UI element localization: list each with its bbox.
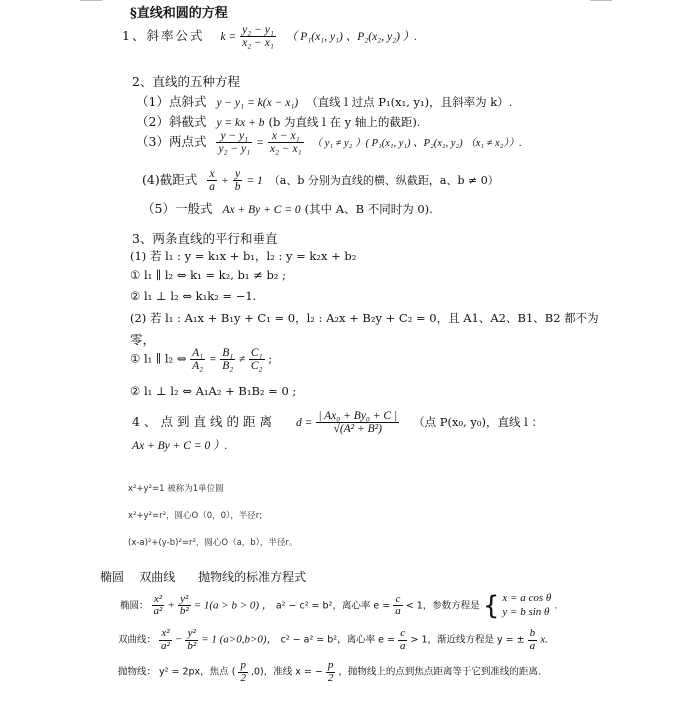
case1-perpendicular: ② l₁ ⊥ l₂ ⇔ k₁k₂ = −1. bbox=[130, 289, 257, 303]
hyperbola-ecc-den: a bbox=[399, 639, 406, 652]
parabola-label: 抛物线： bbox=[118, 666, 157, 678]
page-title: §直线和圆的方程 bbox=[130, 6, 228, 21]
case2-frac-c bbox=[249, 347, 265, 372]
distance-line-eq: Ax + By + C = 0 ）. bbox=[132, 440, 228, 452]
top-right-mark bbox=[590, 0, 612, 1]
parabola-eq: y² = 2px，焦点 ( bbox=[159, 666, 236, 678]
two-point-frac-y-num: y − y₁ bbox=[216, 130, 252, 143]
case2-condition: (2) 若 l₁ : A₁x + B₁y + C₁ = 0，l₂ : A₂x + B₂y + C₂ = 0，且 A1、A2、B1、B2 都不为 bbox=[130, 311, 599, 325]
ellipse-ecc-cond: < 1，参数方程是 bbox=[405, 600, 480, 612]
case2-ne-sign: ≠ bbox=[238, 353, 246, 366]
parallel-perp-heading: 3、两条直线的平行和垂直 bbox=[132, 231, 278, 246]
case2-frac-b-num: B₁ bbox=[222, 347, 234, 359]
hyperbola-cond: = 1 (a>0,b>0)， bbox=[201, 633, 278, 646]
ellipse-ecc-den: a bbox=[395, 605, 401, 618]
ellipse-row bbox=[120, 592, 557, 620]
hyperbola-ecc-num: c bbox=[398, 628, 408, 641]
case2-frac-c-den: C₂ bbox=[250, 360, 263, 373]
parabola-end: ，抛物线上的点到焦点距离等于它到准线的距离. bbox=[338, 666, 541, 678]
hyperbola-minus: − bbox=[174, 633, 183, 646]
intercept-frac-x bbox=[207, 168, 217, 193]
intercept-form-label: (4)截距式 bbox=[142, 172, 198, 188]
intercept-frac-x-den: a bbox=[209, 181, 215, 194]
case2-frac-b bbox=[220, 347, 235, 372]
hyperbola-frac-x-num: x² bbox=[159, 628, 172, 641]
distance-d: d = bbox=[295, 417, 313, 430]
point-slope-row bbox=[136, 92, 512, 110]
general-form-row bbox=[142, 199, 433, 217]
five-forms-heading: 2、直线的五种方程 bbox=[132, 74, 240, 89]
case2-parallel-end: ; bbox=[268, 351, 273, 366]
ellipse-ecc-num: c bbox=[393, 594, 403, 607]
two-point-frac-x-num: x − x₁ bbox=[268, 130, 304, 143]
top-left-mark bbox=[80, 0, 102, 1]
case2-condition-cont: 零， bbox=[130, 332, 156, 347]
origin-circle-note: x²+y²=r²，圆心O（0，0），半径r; bbox=[128, 511, 263, 521]
hyperbola-relation: c² − a² = b²，离心率 e = bbox=[280, 634, 395, 646]
case2-frac-a-num: A₁ bbox=[192, 347, 204, 359]
unit-circle-note: x²+y²=1 被称为1单位圆 bbox=[128, 484, 224, 494]
parabola-mid: ,0)，准线 x = − bbox=[250, 666, 323, 678]
ellipse-relation: a² − c² = b²，离心率 e = bbox=[275, 600, 391, 612]
conic-heading: 椭圆 双曲线 抛物线的标准方程式 bbox=[100, 570, 307, 584]
hyperbola-frac-y-den: b² bbox=[187, 639, 197, 652]
distance-label: 4、点到直线的距离 bbox=[132, 414, 276, 430]
distance-numerator: | Ax₀ + By₀ + C | bbox=[318, 410, 398, 422]
parabola-row bbox=[118, 660, 541, 684]
slope-label: 1、斜率公式 bbox=[122, 28, 205, 44]
ellipse-frac-y-den: b² bbox=[179, 605, 189, 618]
case2-frac-b-den: B₂ bbox=[222, 360, 234, 373]
case2-frac-a-den: A₂ bbox=[192, 360, 204, 373]
hyperbola-asymptote-den: a bbox=[529, 639, 536, 652]
ellipse-plus: + bbox=[167, 599, 175, 612]
two-point-frac-y bbox=[216, 130, 252, 155]
slope-formula-row bbox=[122, 24, 417, 49]
hyperbola-asymptote-num: b bbox=[529, 627, 536, 639]
two-point-frac-x bbox=[268, 130, 304, 155]
ellipse-frac-x-den: a² bbox=[153, 605, 163, 618]
slope-intercept-label: （2）斜截式 bbox=[136, 114, 207, 129]
case2-parallel-row bbox=[130, 347, 272, 372]
case2-perpendicular: ② l₁ ⊥ l₂ ⇔ A₁A₂ + B₁B₂ = 0 ; bbox=[130, 384, 297, 398]
two-point-row bbox=[136, 130, 522, 155]
two-point-equals: = bbox=[256, 137, 264, 150]
ellipse-frac-y-num: y² bbox=[178, 594, 191, 607]
ellipse-param-x: x = a cos θ bbox=[502, 592, 552, 604]
slope-k: k = bbox=[220, 31, 237, 44]
hyperbola-row bbox=[118, 628, 548, 652]
intercept-frac-y bbox=[233, 168, 243, 193]
distance-note: （点 P(x₀, y₀)，直线 l ： bbox=[413, 415, 543, 430]
ellipse-param-system bbox=[502, 592, 551, 620]
intercept-form-row bbox=[142, 168, 499, 193]
ellipse-param-y: y = b sin θ bbox=[502, 605, 550, 618]
general-form-eq: Ax + By + C = 0 bbox=[222, 204, 301, 216]
two-point-label: （3）两点式 bbox=[136, 134, 207, 150]
distance-fraction bbox=[316, 410, 399, 435]
ellipse-brace: { bbox=[482, 590, 500, 621]
hyperbola-label: 双曲线： bbox=[118, 634, 157, 646]
general-form-note: (其中 A、B 不同时为 0). bbox=[304, 202, 433, 216]
slope-intercept-eq: y = kx + b bbox=[216, 117, 265, 129]
hyperbola-frac-x-den: a² bbox=[161, 639, 170, 652]
distance-row bbox=[132, 410, 543, 435]
ellipse-ecc bbox=[393, 594, 403, 618]
ellipse-end: . bbox=[554, 600, 558, 612]
intercept-eq: = 1 bbox=[246, 175, 263, 188]
hyperbola-frac-y-num: y² bbox=[185, 628, 198, 641]
ellipse-frac-x-num: x² bbox=[152, 594, 165, 607]
intercept-plus: + bbox=[220, 175, 229, 188]
two-point-frac-x-den: x₂ − x₁ bbox=[269, 143, 302, 156]
slope-denominator: x₂ − x₁ bbox=[242, 37, 274, 50]
general-circle-note: (x-a)²+(y-b)²=r²，圆心O（a，b），半径r。 bbox=[128, 538, 298, 548]
parabola-directrix-den: 2 bbox=[327, 671, 334, 684]
case2-parallel-pre: ① l₁ ∥ l₂ ⇔ bbox=[130, 351, 187, 366]
two-point-frac-y-den: y₂ − y₁ bbox=[218, 143, 251, 156]
parabola-focus-num: p bbox=[240, 659, 246, 671]
distance-denominator: √(A² + B²) bbox=[333, 423, 382, 436]
point-slope-eq: y − y₁ = k(x − x₁) bbox=[216, 97, 299, 109]
parabola-focus-den: 2 bbox=[240, 671, 246, 684]
parabola-directrix-num: p bbox=[327, 659, 334, 671]
slope-fraction bbox=[240, 24, 276, 49]
case2-frac-c-num: C₁ bbox=[250, 347, 263, 359]
parabola-focus-frac bbox=[238, 660, 248, 684]
intercept-frac-y-num: y bbox=[233, 168, 243, 181]
case1-parallel: ① l₁ ∥ l₂ ⇔ k₁ = k₂, b₁ ≠ b₂ ; bbox=[130, 268, 286, 282]
ellipse-label: 椭圆： bbox=[120, 600, 149, 612]
slope-intercept-note: (b 为直线 l 在 y 轴上的截距). bbox=[268, 115, 421, 129]
case2-eq-sign: = bbox=[208, 353, 217, 366]
slope-intercept-row bbox=[136, 112, 420, 130]
point-slope-label: （1）点斜式 bbox=[136, 94, 207, 109]
hyperbola-frac-x bbox=[159, 628, 172, 652]
case2-frac-a bbox=[190, 347, 205, 372]
general-form-label: （5）一般式 bbox=[142, 201, 213, 216]
hyperbola-ecc bbox=[398, 628, 408, 652]
point-slope-note: （直线 l 过点 P₁(x₁, y₁)，且斜率为 k）. bbox=[306, 95, 513, 109]
ellipse-frac-y bbox=[178, 594, 191, 618]
intercept-frac-x-num: x bbox=[207, 168, 217, 181]
slope-numerator: y₂ − y₁ bbox=[242, 24, 274, 36]
ellipse-cond: = 1(a > b > 0) ， bbox=[193, 599, 273, 612]
hyperbola-frac-y bbox=[185, 628, 198, 652]
hyperbola-asymptote-frac bbox=[528, 628, 538, 652]
parabola-directrix-frac bbox=[326, 660, 336, 684]
hyperbola-end: x. bbox=[540, 633, 548, 646]
intercept-note: （a、b 分别为直线的横、纵截距，a、b ≠ 0） bbox=[268, 174, 499, 188]
slope-points: （ P₁(x₁, y₁) 、P₂(x₂, y₂) ）. bbox=[285, 31, 418, 44]
two-point-note: （ y₁ ≠ y₂ ）( P₁(x₁, y₁) 、P₂(x₂, y₂) （x₁ ≠ x₂））. bbox=[311, 138, 522, 150]
intercept-frac-y-den: b bbox=[234, 181, 241, 194]
case1-condition: (1) 若 l₁ : y = k₁x + b₁，l₂ : y = k₂x + b₂ bbox=[130, 249, 357, 263]
hyperbola-ecc-cond: > 1，渐近线方程是 y = ± bbox=[410, 634, 525, 646]
ellipse-frac-x bbox=[152, 594, 165, 618]
